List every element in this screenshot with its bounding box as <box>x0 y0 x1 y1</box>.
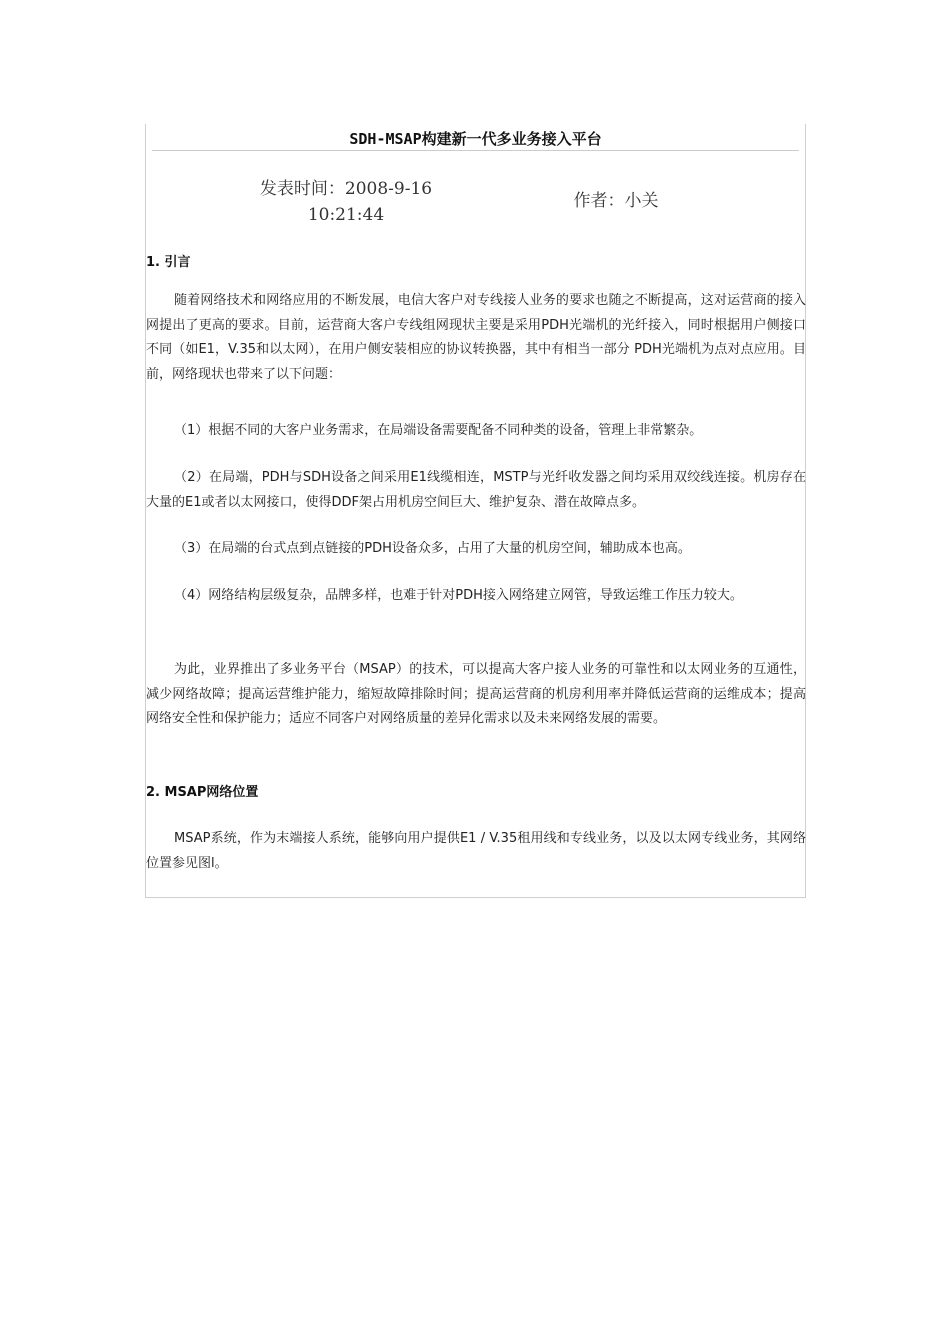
paragraph-issue-2: （2）在局端，PDH与SDH设备之间采用E1线缆相连，MSTP与光纤收发器之间均采用双绞线连接。机房存在大量的E1或者以太网接口，使得DDF架占用机房空间巨大、维护复杂、潜在故障点多。 <box>146 470 806 510</box>
paragraph-issue-3: （3）在局端的台式点到点链接的PDH设备众多，占用了大量的机房空间，辅助成本也高。 <box>174 541 691 556</box>
publish-date: 发表时间：2008-9-16 <box>259 179 433 199</box>
paragraph-msap-position: MSAP系统，作为末端接人系统，能够向用户提供E1 / V.35租用线和专线业务，以及以太网专线业务，其网络位置参见图l。 <box>146 831 806 871</box>
author: 作者：小关 <box>573 191 659 211</box>
paragraph-issue-1: （1）根据不同的大客户业务需求，在局端设备需要配备不同种类的设备，管理上非常繁杂。 <box>174 423 703 438</box>
paragraph-msap-intro: 为此，业界推出了多业务平台（MSAP）的技术，可以提高大客户接人业务的可靠性和以太网业务的互通性，减少网络故障；提高运营维护能力，缩短故障排除时间；提高运营商的机房利用率并降低运营商的运维成本；提高网络安全性和保护能力；适应不同客户对网络质量的差异化需求以及未来网络发展的需要。 <box>146 662 806 726</box>
section-heading-intro: 1. 引言 <box>146 255 191 270</box>
publish-clock: 10:21:44 <box>307 205 385 225</box>
article-title: SDH-MSAP构建新一代多业务接入平台 <box>152 128 799 151</box>
article-container <box>145 124 806 898</box>
section-heading-msap-position: 2. MSAP网络位置 <box>146 785 259 800</box>
paragraph-issue-4: （4）网络结构层级复杂，品牌多样，也难于针对PDH接入网络建立网管，导致运维工作压力较大。 <box>174 588 743 603</box>
paragraph-intro: 随着网络技术和网络应用的不断发展，电信大客户对专线接人业务的要求也随之不断提高，这对运营商的接入网提出了更高的要求。目前，运营商大客户专线组网现状主要是采用PDH光端机的光纤接入，同时根据用户侧接口不同（如E1，V.35和以太网），在用户侧安装相应的协议转换器，其中有相当一部分 PDH光端机为点对点应用。目前，网络现状也带来了以下问题： <box>146 293 806 382</box>
publish-time <box>226 176 466 228</box>
